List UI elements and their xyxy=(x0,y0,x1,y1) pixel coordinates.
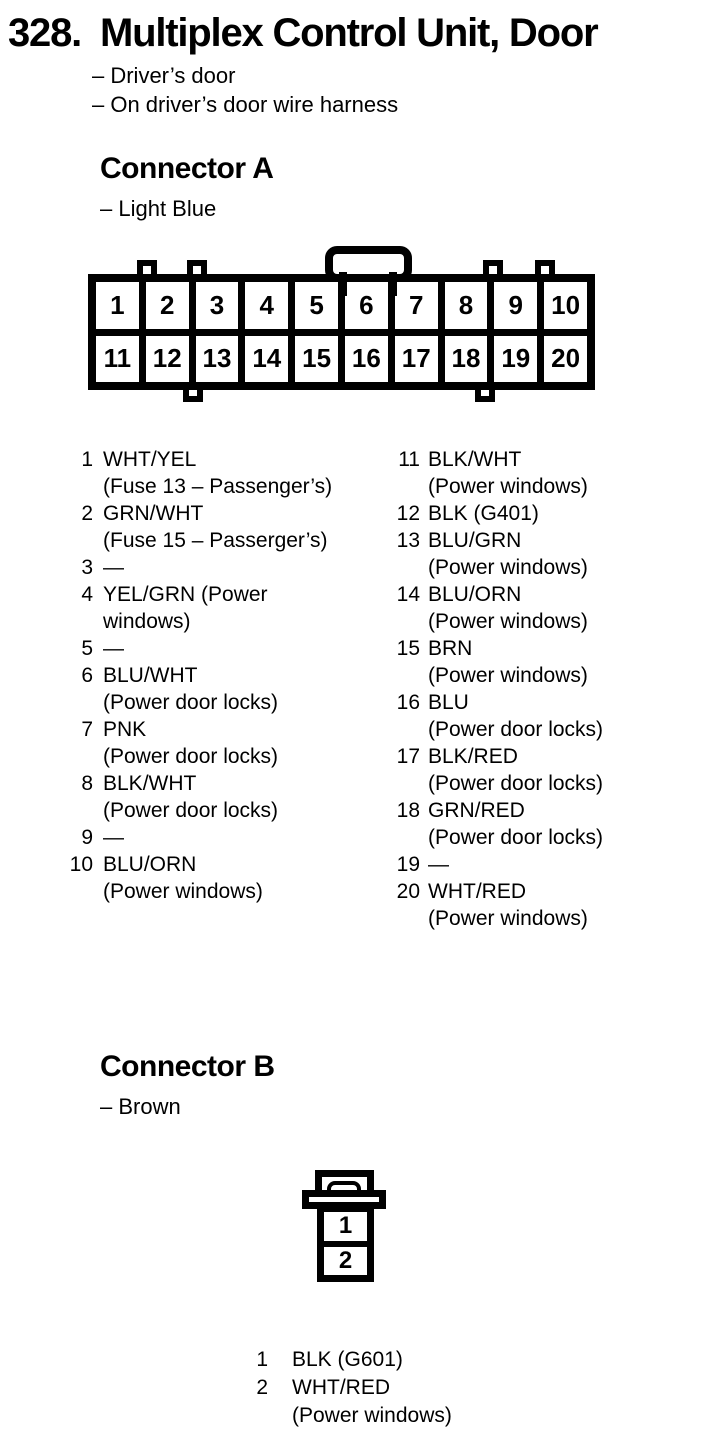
pin-label-line: BLU/GRN xyxy=(428,529,522,552)
pin-label xyxy=(103,554,124,581)
pin-cell: 11 xyxy=(96,336,139,383)
pin-entry xyxy=(60,662,370,716)
latch-leg xyxy=(389,272,397,296)
pin-cell: 9 xyxy=(494,282,537,329)
pin-label-line: — xyxy=(428,853,449,876)
pin-number: 1 xyxy=(81,448,93,471)
pin-label-line: BLK (G401) xyxy=(428,502,539,525)
pin-label-line: (Power door locks) xyxy=(428,772,604,795)
pin-number: 13 xyxy=(396,529,420,552)
pin-label-line: (Power windows) xyxy=(103,880,263,903)
pin-cell: 17 xyxy=(395,336,438,383)
pin-label xyxy=(292,1346,403,1374)
pin-cell: 6 xyxy=(345,282,388,329)
pin-number: 4 xyxy=(81,583,93,606)
connector-b-diagram xyxy=(300,1168,390,1286)
pin-entry xyxy=(60,500,370,554)
pin-label-line: windows) xyxy=(103,610,191,633)
pin-label-line: WHT/RED xyxy=(428,880,526,903)
connector-a-color-note: – Light Blue xyxy=(100,196,217,221)
connector-b-color-note: – Brown xyxy=(100,1094,181,1119)
pin-cell: 14 xyxy=(245,336,288,383)
pin-entry xyxy=(385,581,695,635)
pin-cell: 18 xyxy=(445,336,488,383)
pin-number: 3 xyxy=(81,556,93,579)
pin-entry xyxy=(385,851,695,878)
pin-label xyxy=(428,581,588,635)
pin-entry xyxy=(60,446,370,500)
connector-a-pin-list-right xyxy=(385,446,695,932)
pin-number: 9 xyxy=(81,826,93,849)
pin-cell: 16 xyxy=(345,336,388,383)
pin-label xyxy=(103,716,278,770)
pin-entry xyxy=(60,851,370,905)
connector-a-pin-list-left xyxy=(60,446,370,905)
pin-cell: 2 xyxy=(146,282,189,329)
pin-label-line: GRN/RED xyxy=(428,799,525,822)
section-number: 328. xyxy=(8,11,82,55)
pin-entry xyxy=(385,500,695,527)
pin-label-line: — xyxy=(103,826,124,849)
pin-label-line: (Fuse 13 – Passenger’s) xyxy=(103,475,333,498)
pin-entry xyxy=(60,554,370,581)
pin-number: 16 xyxy=(396,691,420,714)
pin-label xyxy=(428,446,588,500)
pin-label xyxy=(428,851,449,878)
pin-label-line: (Power windows) xyxy=(428,664,588,687)
pin-label-line: — xyxy=(103,637,124,660)
page-title: Multiplex Control Unit, Door xyxy=(100,11,598,55)
pin-label-line: (Fuse 15 – Passerger’s) xyxy=(103,529,328,552)
pin-cell: 8 xyxy=(445,282,488,329)
pin-number: 12 xyxy=(396,502,420,525)
pin-cell: 10 xyxy=(544,282,587,329)
pin-label xyxy=(428,500,539,527)
pin-label-line: BLU/ORN xyxy=(428,583,522,606)
pin-entry xyxy=(385,878,695,932)
pin-label-line: BLU/WHT xyxy=(103,664,198,687)
pin-cell: 5 xyxy=(295,282,338,329)
pin-entry xyxy=(385,527,695,581)
pin-label-line: (Power door locks) xyxy=(428,718,604,741)
connector-a-heading: Connector A xyxy=(100,152,274,185)
pin-label-line: (Power door locks) xyxy=(103,799,279,822)
pin-label-line: (Power door locks) xyxy=(103,691,279,714)
pin-label-line: (Power door locks) xyxy=(103,745,279,768)
pin-entry xyxy=(240,1374,560,1430)
pin-label-line: (Power windows) xyxy=(428,556,588,579)
pin-number: 10 xyxy=(69,853,93,876)
pin-label-line: PNK xyxy=(103,718,147,741)
pin-label-line: WHT/RED xyxy=(292,1376,390,1399)
pin-number: 6 xyxy=(81,664,93,687)
pin-label xyxy=(428,878,588,932)
pin-entry xyxy=(385,689,695,743)
pin-label xyxy=(103,824,124,851)
pin-entry xyxy=(60,716,370,770)
pin-number: 19 xyxy=(396,853,420,876)
pin-cell: 1 xyxy=(96,282,139,329)
pin-label xyxy=(103,581,268,635)
pin-label-line: BLK/WHT xyxy=(428,448,522,471)
pin-entry xyxy=(385,446,695,500)
pin-label-line: (Power windows) xyxy=(428,475,588,498)
pin-label xyxy=(103,770,278,824)
pin-entry xyxy=(60,824,370,851)
pin-number: 1 xyxy=(256,1348,268,1371)
pin-label xyxy=(103,446,332,500)
pin-label xyxy=(428,743,603,797)
pin-number: 14 xyxy=(396,583,420,606)
pin-label xyxy=(428,635,588,689)
pin-cell: 15 xyxy=(295,336,338,383)
pin-number: 2 xyxy=(256,1376,268,1399)
pin-number: 7 xyxy=(81,718,93,741)
pin-label xyxy=(103,500,328,554)
pin-cell: 19 xyxy=(494,336,537,383)
pin-label xyxy=(292,1374,452,1430)
pin-number: 15 xyxy=(396,637,420,660)
pin-entry xyxy=(240,1346,560,1374)
pin-entry xyxy=(60,581,370,635)
pin-label xyxy=(428,797,603,851)
pin-entry xyxy=(385,797,695,851)
pin-entry xyxy=(60,770,370,824)
pin-label-line: WHT/YEL xyxy=(103,448,197,471)
pin-label-line: (Power windows) xyxy=(292,1404,452,1427)
pin-cell: 20 xyxy=(544,336,587,383)
pin-cell: 7 xyxy=(395,282,438,329)
pin-number: 18 xyxy=(396,799,420,822)
pin-label-line: BLU/ORN xyxy=(103,853,197,876)
pin-label xyxy=(428,527,588,581)
connector-b-heading: Connector B xyxy=(100,1050,275,1083)
pin-label-line: GRN/WHT xyxy=(103,502,204,525)
page-title-row xyxy=(8,10,597,56)
pin-number: 5 xyxy=(81,637,93,660)
pin-label-line: (Power windows) xyxy=(428,610,588,633)
pin-cell: 13 xyxy=(196,336,239,383)
pin-label-line: BLK/RED xyxy=(428,745,518,768)
pin-label-line: BLK (G601) xyxy=(292,1348,403,1371)
pin-cell: 1 xyxy=(324,1212,367,1241)
pin-number: 17 xyxy=(396,745,420,768)
pin-label xyxy=(428,689,603,743)
pin-label-line: BLK/WHT xyxy=(103,772,197,795)
connector-b-pin-list xyxy=(240,1346,560,1430)
pin-number: 2 xyxy=(81,502,93,525)
pin-entry xyxy=(60,635,370,662)
pin-number: 11 xyxy=(398,448,420,471)
pin-label-line: YEL/GRN (Power xyxy=(103,583,268,606)
pin-label-line: (Power windows) xyxy=(428,907,588,930)
pin-label-line: BLU xyxy=(428,691,469,714)
pin-label xyxy=(103,635,124,662)
pin-cell: 3 xyxy=(196,282,239,329)
pin-label xyxy=(103,851,263,905)
pin-cell: 12 xyxy=(146,336,189,383)
connector-b-pin-grid xyxy=(317,1205,374,1282)
pin-label-line: (Power door locks) xyxy=(428,826,604,849)
connector-a-diagram xyxy=(88,244,597,406)
pin-label-line: — xyxy=(103,556,124,579)
note-line: – Driver’s door xyxy=(92,63,236,88)
note-line: – On driver’s door wire harness xyxy=(92,91,399,117)
pin-number: 8 xyxy=(81,772,93,795)
pin-label-line: BRN xyxy=(428,637,473,660)
pin-entry xyxy=(385,635,695,689)
pin-entry xyxy=(385,743,695,797)
pin-label xyxy=(103,662,278,716)
notes-block xyxy=(92,62,398,119)
latch-leg xyxy=(339,272,347,296)
pin-cell: 4 xyxy=(245,282,288,329)
pin-number: 20 xyxy=(396,880,420,903)
pin-cell: 2 xyxy=(324,1247,367,1276)
